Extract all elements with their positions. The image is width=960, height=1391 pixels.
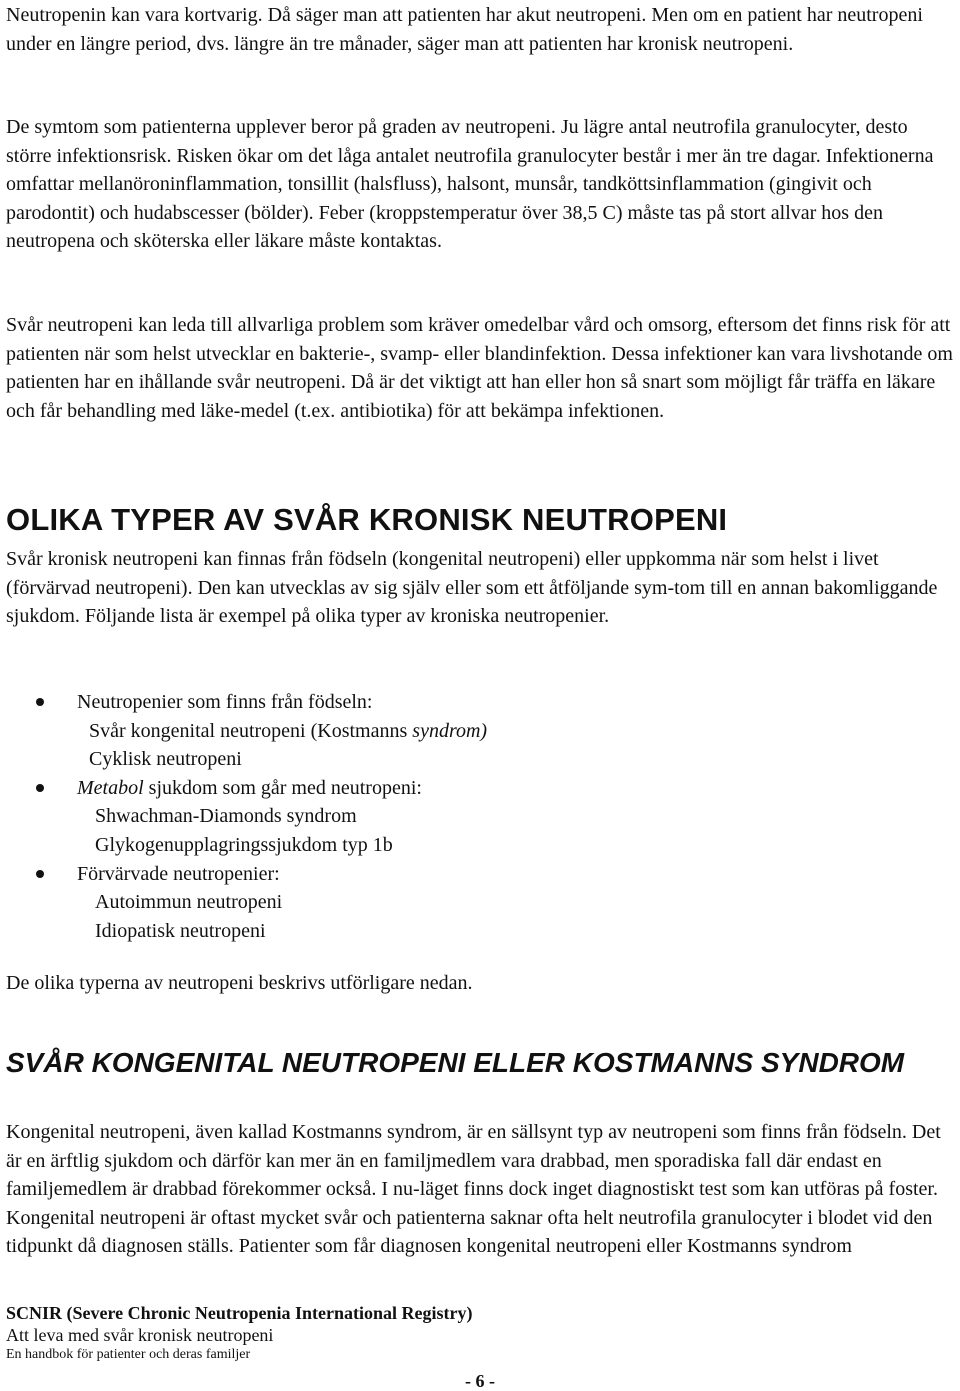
list-subitem: Shwachman-Diamonds syndrom [95, 805, 357, 828]
list-label: Neutropenier som finns från födseln: [77, 691, 373, 713]
page-footer [6, 1302, 954, 1364]
paragraph-acute-chronic: Neutropenin kan vara kortvarig. Då säger man att patienten har akut neutropeni. Men om en patient har neutropeni under en längre period, dvs. längre än tre månader, säger man att patienten har kronisk neutropeni. [6, 4, 923, 55]
list-item-acquired-group [6, 860, 906, 889]
footer-subtitle: En handbok för patienter och deras familjer [6, 1347, 251, 1362]
heading-kostmann: SVÅR KONGENITAL NEUTROPENI ELLER KOSTMANNS SYNDROM [6, 1047, 905, 1078]
heading-types: OLIKA TYPER AV SVÅR KRONISK NEUTROPENI [6, 502, 728, 537]
paragraph-symptoms: De symtom som patienterna upplever beror på graden av neutropeni. Ju lägre antal neutrofila granulocyter, desto större infektionsrisk. Risken ökar om det låga antalet neutrofila granulocyter består i mer än tre dagar. Infektionerna omfattar mellanöroninflammation, tonsillit (halsfluss), halsont, munsår, tandköttsinflammation (gingivit och parodontit) och hudabscesser (bölder). Feber (kroppstemperatur över 38,5 C) måste tas på stort allvar hos den neutropena och sköterska eller läkare måste kontaktas. [6, 116, 934, 253]
list-subitem: Idiopatisk neutropeni [95, 919, 266, 942]
list-item-congenital-group [6, 688, 906, 717]
list-subitem: Svår kongenital neutropeni (Kostmanns syndrom) [89, 719, 488, 742]
list-label: Förvärvade neutropenier: [77, 862, 280, 885]
bullet-icon [36, 698, 44, 706]
list-subitem: Glykogenupplagringssjukdom typ 1b [95, 833, 393, 856]
paragraph-severe-neutropenia: Svår neutropeni kan leda till allvarliga problem som kräver omedelbar vård och omsorg, eftersom det finns risk för att patienten när som helst utvecklar en bakterie-, svamp- eller blandinfektion. Dessa infektioner kan vara livshotande om patienten har en ihållande svår neutropeni. Då är det viktigt att han eller hon så snart som möjligt får träffa en läkare och får behandling med läke-medel (t.ex. antibiotika) för att bekämpa infektionen. [6, 314, 953, 422]
list-item-metabolic-group: Metabol sjukdom som går med neutropeni: [6, 774, 906, 803]
footer-title: Att leva med svår kronisk neutropeni [6, 1325, 274, 1345]
neutropenia-types-list [6, 688, 906, 945]
bullet-icon [36, 870, 44, 878]
paragraph-types-intro: Svår kronisk neutropeni kan finnas från födseln (kongenital neutropeni) eller uppkomma när som helst i livet (förvärvad neutropeni). Den kan utvecklas av sig själv eller som ett åtföljande sym-tom till en annan bakomliggande sjukdom. Följande lista är exempel på olika typer av kroniska neutropenier. [6, 548, 938, 628]
paragraph-types-described: De olika typerna av neutropeni beskrivs utförligare nedan. [6, 972, 473, 994]
paragraph-congenital: Kongenital neutropeni, även kallad Kostmanns syndrom, är en sällsynt typ av neutropeni som finns från födseln. Det är en ärftlig sjukdom och därför kan mer än en familjmedlem vara drabbad, men sporadiska fall där endast en familjemedlem är drabbad förekommer också. I nu-läget finns dock inget diagnostiskt test som kan utföras på foster. Kongenital neutropeni är oftast mycket svår och patienterna saknar ofta helt neutrofila granulocyter i blodet vid den tidpunkt då diagnosen ställs. Patienter som får diagnosen kongenital neutropeni eller Kostmanns syndrom [6, 1121, 941, 1258]
list-subitem: Cyklisk neutropeni [89, 748, 242, 771]
list-subitem: Autoimmun neutropeni [95, 891, 283, 914]
bullet-icon [36, 784, 44, 792]
page-number: - 6 - [465, 1371, 495, 1391]
footer-org: SCNIR (Severe Chronic Neutropenia International Registry) [6, 1303, 473, 1323]
